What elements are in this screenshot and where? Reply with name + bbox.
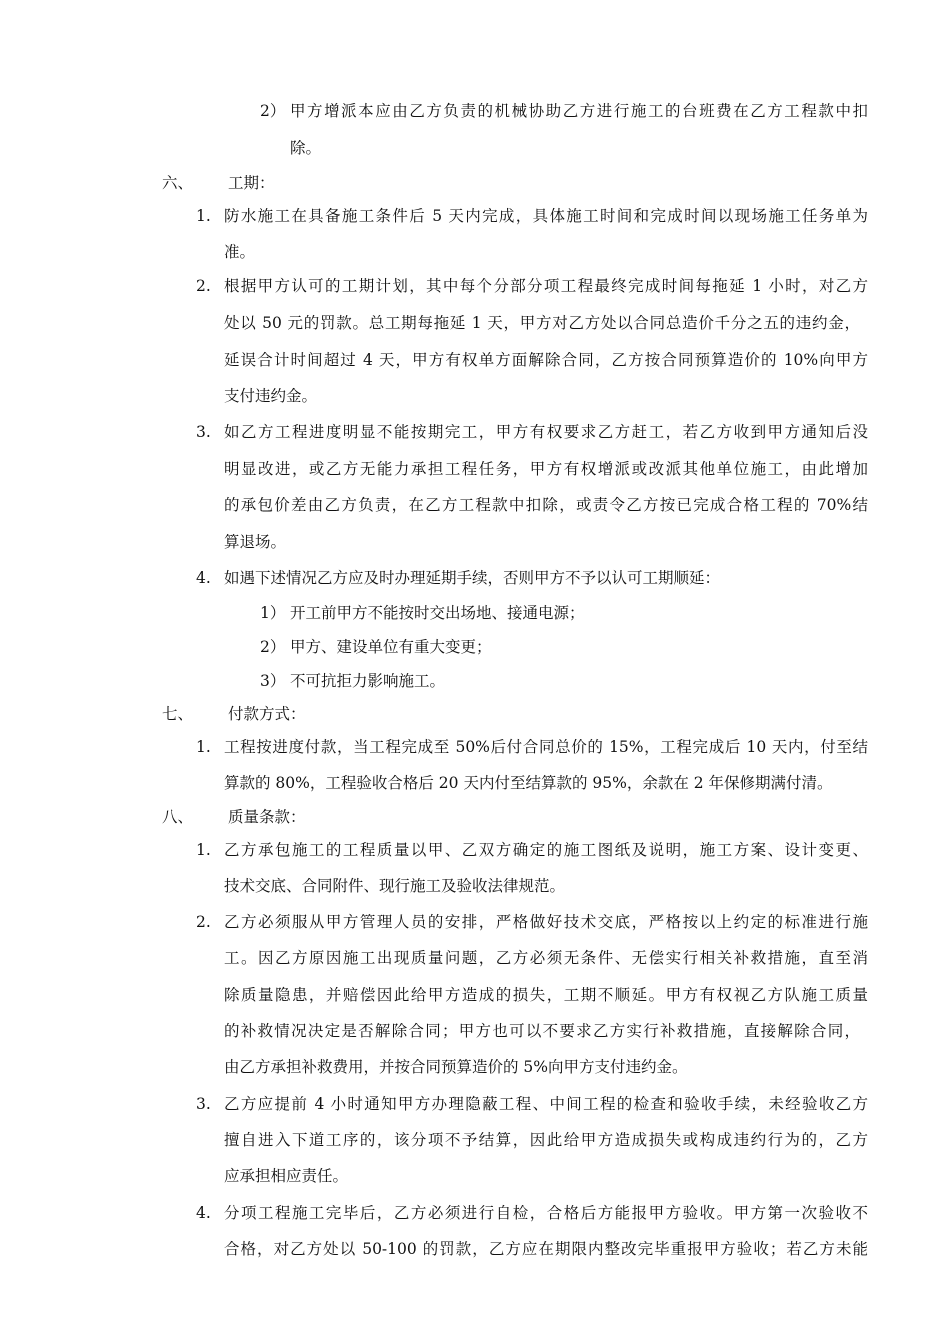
item-text: 支付违约金。 bbox=[224, 387, 318, 405]
sub-item-text: 除。 bbox=[290, 139, 322, 157]
sub-item-text: 不可抗拒力影响施工。 bbox=[290, 672, 446, 690]
item-text: 分项工程施工完毕后，乙方必须进行自检，合格后方能报甲方验收。甲方第一次验收不 bbox=[224, 1204, 868, 1222]
item-text: 工。因乙方原因施工出现质量问题，乙方必须无条件、无偿实行相关补救措施，直至消 bbox=[224, 949, 868, 967]
item-text: 处以 50 元的罚款。总工期每拖延 1 天，甲方对乙方处以合同总造价千分之五的违约金， bbox=[224, 314, 860, 332]
item-number: 1. bbox=[196, 207, 211, 225]
sub-item-text: 开工前甲方不能按时交出场地、接通电源； bbox=[290, 604, 585, 622]
sub-item-number: 1） bbox=[260, 604, 286, 622]
item-text: 乙方应提前 4 小时通知甲方办理隐蔽工程、中间工程的检查和验收手续，未经验收乙方 bbox=[224, 1095, 868, 1113]
item-text: 算退场。 bbox=[224, 533, 287, 551]
item-text: 准。 bbox=[224, 243, 256, 261]
item-text: 算款的 80%，工程验收合格后 20 天内付至结算款的 95%，余款在 2 年保修期满付清。 bbox=[224, 774, 833, 792]
item-text: 的承包价差由乙方负责，在乙方工程款中扣除，或责令乙方按已完成合格工程的 70%结 bbox=[224, 496, 868, 514]
section-title: 工期： bbox=[228, 174, 275, 192]
item-text: 乙方承包施工的工程质量以甲、乙双方确定的施工图纸及说明，施工方案、设计变更、 bbox=[224, 841, 868, 859]
item-number: 1. bbox=[196, 738, 211, 756]
item-number: 3. bbox=[196, 423, 211, 441]
section-title: 付款方式： bbox=[228, 705, 306, 723]
section-number: 八、 bbox=[162, 808, 194, 826]
item-number: 2. bbox=[196, 913, 211, 931]
item-text: 工程按进度付款，当工程完成至 50%后付合同总价的 15%，工程完成后 10 天内，付至结 bbox=[224, 738, 868, 756]
item-text: 延误合计时间超过 4 天，甲方有权单方面解除合同，乙方按合同预算造价的 10%向甲方 bbox=[224, 351, 868, 369]
item-text: 合格，对乙方处以 50-100 的罚款，乙方应在期限内整改完毕重报甲方验收；若乙方未能 bbox=[224, 1240, 868, 1258]
item-number: 2. bbox=[196, 277, 211, 295]
sub-item-text: 甲方、建设单位有重大变更； bbox=[290, 638, 492, 656]
sub-item-number: 2） bbox=[260, 638, 286, 656]
item-text: 除质量隐患，并赔偿因此给甲方造成的损失，工期不顺延。甲方有权视乙方队施工质量 bbox=[224, 986, 868, 1004]
section-number: 七、 bbox=[162, 705, 194, 723]
item-number: 4. bbox=[196, 569, 211, 587]
item-text: 如乙方工程进度明显不能按期完工，甲方有权要求乙方赶工，若乙方收到甲方通知后没 bbox=[224, 423, 868, 441]
sub-item-text: 甲方增派本应由乙方负责的机械协助乙方进行施工的台班费在乙方工程款中扣 bbox=[290, 102, 868, 120]
item-number: 1. bbox=[196, 841, 211, 859]
item-text: 乙方必须服从甲方管理人员的安排，严格做好技术交底，严格按以上约定的标准进行施 bbox=[224, 913, 868, 931]
item-text: 防水施工在具备施工条件后 5 天内完成，具体施工时间和完成时间以现场施工任务单为 bbox=[224, 207, 868, 225]
item-text: 明显改进，或乙方无能力承担工程任务，甲方有权增派或改派其他单位施工，由此增加 bbox=[224, 460, 868, 478]
item-text: 应承担相应责任。 bbox=[224, 1167, 349, 1185]
item-text: 根据甲方认可的工期计划，其中每个分部分项工程最终完成时间每拖延 1 小时，对乙方 bbox=[224, 277, 868, 295]
section-number: 六、 bbox=[162, 174, 194, 192]
item-number: 3. bbox=[196, 1095, 211, 1113]
item-text: 技术交底、合同附件、现行施工及验收法律规范。 bbox=[224, 877, 566, 895]
item-text: 擅自进入下道工序的，该分项不予结算，因此给甲方造成损失或构成违约行为的，乙方 bbox=[224, 1131, 868, 1149]
item-text: 如遇下述情况乙方应及时办理延期手续，否则甲方不予以认可工期顺延： bbox=[224, 569, 721, 587]
item-text: 的补救情况决定是否解除合同；甲方也可以不要求乙方实行补救措施，直接解除合同， bbox=[224, 1022, 860, 1040]
item-text: 由乙方承担补救费用，并按合同预算造价的 5%向甲方支付违约金。 bbox=[224, 1058, 688, 1076]
sub-item-number: 3） bbox=[260, 672, 286, 690]
item-number: 4. bbox=[196, 1204, 211, 1222]
section-title: 质量条款： bbox=[228, 808, 306, 826]
sub-item-number: 2） bbox=[260, 102, 286, 120]
